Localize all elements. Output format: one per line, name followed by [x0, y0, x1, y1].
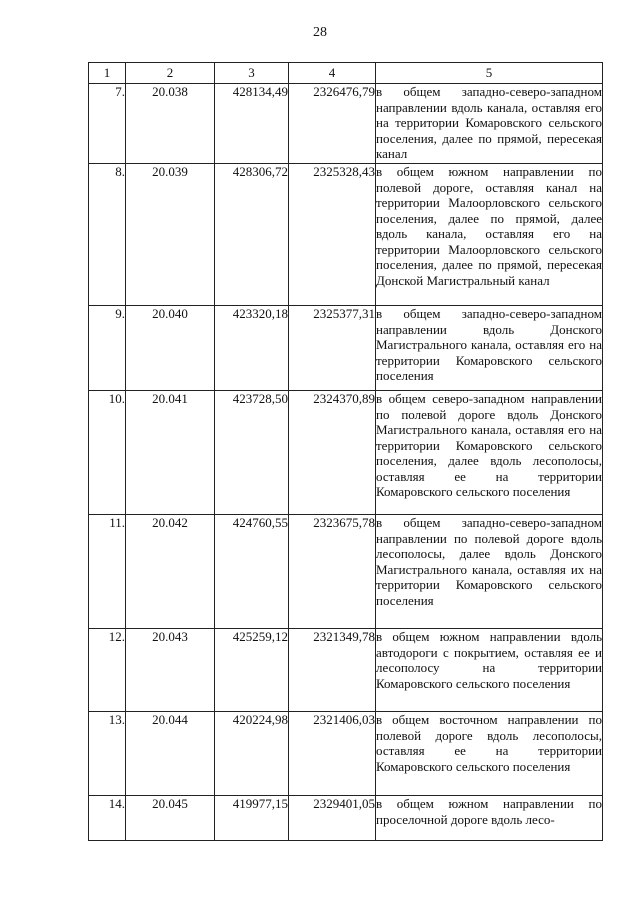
row-number: 14.: [89, 796, 126, 841]
coordinate-x: 423728,50: [215, 391, 289, 515]
table-row: [89, 306, 603, 391]
row-number: 7.: [89, 84, 126, 164]
table-row: [89, 84, 603, 164]
coordinate-x: 428306,72: [215, 164, 289, 306]
boundary-description: в общем южном направлении по полевой дороге, оставляя канал на территории Малоорловского сельского поселения, далее по прямой, далее вдоль канала, оставляя его на территории Малоорловского сельского поселения, далее по прямой, пересекая Донской Магистральный канал: [376, 164, 603, 306]
table-row: [89, 629, 603, 712]
coordinate-y: 2329401,05: [289, 796, 376, 841]
coordinate-y: 2326476,79: [289, 84, 376, 164]
row-number: 9.: [89, 306, 126, 391]
boundary-description: в общем восточном направлении по полевой дороге вдоль лесополосы, оставляя ее на территории Комаровского сельского поселения: [376, 712, 603, 796]
header-col-2: 2: [126, 63, 215, 84]
point-id: 20.041: [126, 391, 215, 515]
point-id: 20.043: [126, 629, 215, 712]
table-row: [89, 391, 603, 515]
boundary-description: в общем западно-северо-западном направлении по полевой дороге вдоль лесополосы, далее вдоль Донского Магистрального канала, оставляя их на территории Комаровского сельского поселения: [376, 515, 603, 629]
table-row: [89, 164, 603, 306]
point-id: 20.038: [126, 84, 215, 164]
coordinate-x: 419977,15: [215, 796, 289, 841]
page-number: 28: [313, 25, 327, 40]
row-number: 11.: [89, 515, 126, 629]
coordinate-x: 424760,55: [215, 515, 289, 629]
point-id: 20.045: [126, 796, 215, 841]
point-id: 20.039: [126, 164, 215, 306]
coordinate-y: 2325328,43: [289, 164, 376, 306]
point-id: 20.042: [126, 515, 215, 629]
point-id: 20.044: [126, 712, 215, 796]
coordinate-x: 425259,12: [215, 629, 289, 712]
table-row: [89, 796, 603, 841]
table-body: [89, 84, 603, 841]
coordinate-x: 428134,49: [215, 84, 289, 164]
boundary-description: в общем западно-северо-западном направлении вдоль канала, оставляя его на территории Комаровского сельского поселения, далее по прямой, пересекая канал: [376, 84, 603, 164]
boundary-description: в общем южном направлении вдоль автодороги с покрытием, оставляя ее и лесополосу на территории Комаровского сельского поселения: [376, 629, 603, 712]
coordinate-x: 420224,98: [215, 712, 289, 796]
table-row: [89, 515, 603, 629]
point-id: 20.040: [126, 306, 215, 391]
table-row: [89, 712, 603, 796]
coordinate-y: 2321406,03: [289, 712, 376, 796]
row-number: 10.: [89, 391, 126, 515]
header-row: [89, 63, 603, 84]
boundary-description: в общем южном направлении по проселочной дороге вдоль лесо-: [376, 796, 603, 841]
row-number: 12.: [89, 629, 126, 712]
boundary-coordinates-table: [88, 62, 603, 841]
coordinate-y: 2325377,31: [289, 306, 376, 391]
coordinate-y: 2321349,78: [289, 629, 376, 712]
header-col-1: 1: [89, 63, 126, 84]
table-header: [89, 63, 603, 84]
boundary-description: в общем западно-северо-западном направлении вдоль Донского Магистрального канала, оставляя его на территории Комаровского сельского поселения: [376, 306, 603, 391]
row-number: 13.: [89, 712, 126, 796]
coordinate-x: 423320,18: [215, 306, 289, 391]
coordinate-y: 2324370,89: [289, 391, 376, 515]
coordinate-y: 2323675,78: [289, 515, 376, 629]
header-col-5: 5: [376, 63, 603, 84]
header-col-3: 3: [215, 63, 289, 84]
header-col-4: 4: [289, 63, 376, 84]
boundary-description: в общем северо-западном направлении по полевой дороге вдоль Донского Магистрального канала, оставляя его на территории Комаровского сельского поселения, далее вдоль лесополосы, оставляя ее на территории Комаровского сельского поселения: [376, 391, 603, 515]
row-number: 8.: [89, 164, 126, 306]
